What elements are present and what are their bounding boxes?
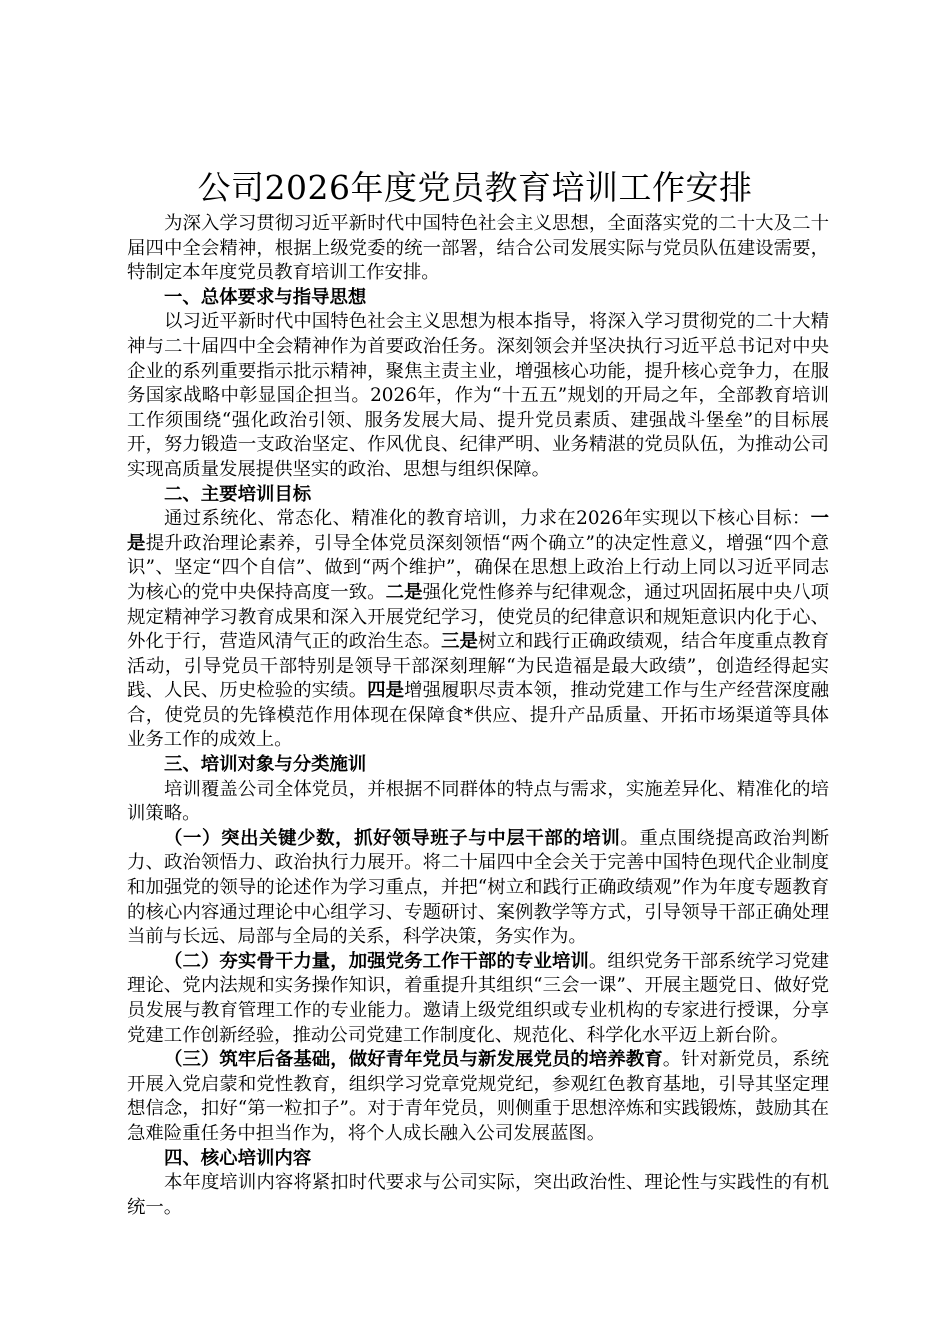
subsection-c-text: 。针对新党员，系统开展入党启蒙和党性教育，组织学习党章党规党纪，参观红色教育基地，引导其坚定理想信念，扣好“第一粒扣子”。对于青年党员，则侧重于思想淬炼和实践锻炼，鼓励其在急难险重任务中担当作为，将个人成长融入公司发展蓝图。 [127, 1049, 829, 1144]
section-heading-3: 三、培训对象与分类施训 [164, 754, 367, 776]
goal-1-text: 提升政治理论素养，引导全体党员深刻领悟“两个确立”的决定性意义，增强“四个意识”、坚定“四个自信”、做到“两个维护”，确保在思想上政治上行动上同以习近平同志为核心的党中央保持高度一致。 [127, 532, 829, 603]
section-heading-4: 四、核心培训内容 [164, 1147, 312, 1169]
section-heading-2: 二、主要培训目标 [164, 483, 312, 505]
document-body [127, 212, 829, 1220]
subsection-c-paragraph [127, 1048, 829, 1146]
subsection-c-heading: （三）筑牢后备基础，做好青年党员与新发展党员的培养教育 [164, 1049, 663, 1071]
section-2-paragraph [127, 507, 829, 753]
subsection-b-paragraph [127, 950, 829, 1048]
section-3-paragraph: 培训覆盖公司全体党员，并根据不同群体的特点与需求，实施差异化、精准化的培训策略。 [127, 778, 829, 825]
document-title: 公司2026年度党员教育培训工作安排 [197, 168, 753, 207]
intro-paragraph: 为深入学习贯彻习近平新时代中国特色社会主义思想，全面落实党的二十大及二十届四中全会精神，根据上级党委的统一部署，结合公司发展实际与党员队伍建设需要，特制定本年度党员教育培训工作安排。 [127, 213, 829, 284]
goal-2-keyword: 二是 [385, 581, 423, 603]
goal-1-keyword: 一是 [127, 508, 829, 554]
goal-4-text: 增强履职尽责本领，推动党建工作与生产经营深度融合，使党员的先锋模范作用体现在保障食*供应、提升产品质量、开拓市场渠道等具体业务工作的成效上。 [127, 680, 829, 751]
section-4-paragraph: 本年度培训内容将紧扣时代要求与公司实际，突出政治性、理论性与实践性的有机统一。 [127, 1172, 829, 1218]
subsection-b-heading: （二）夯实骨干力量，加强党务工作干部的专业培训 [164, 950, 589, 972]
subsection-a-text: 。重点围绕提高政治判断力、政治领悟力、政治执行力展开。将二十届四中全会关于完善中国特色现代企业制度和加强党的领导的论述作为学习重点，并把“树立和践行正确政绩观”作为年度专题教育的核心内容通过理论中心组学习、专题研讨、案例教学等方式，引导领导干部正确处理当前与长远、局部与全局的关系，科学决策，务实作为。 [127, 827, 829, 948]
subsection-b-text: 。组织党务干部系统学习党建理论、党内法规和实务操作知识，着重提升其组织“三会一课”、开展主题党日、做好党员发展与教育管理工作的专业能力。邀请上级党组织或专业机构的专家进行授课，分享党建工作创新经验，推动公司党建工作制度化、规范化、科学化水平迈上新台阶。 [127, 950, 829, 1046]
section-heading-1: 一、总体要求与指导思想 [164, 286, 367, 308]
section-1-paragraph: 以习近平新时代中国特色社会主义思想为根本指导，将深入学习贯彻党的二十大精神与二十届四中全会精神作为首要政治任务。深刻领会并坚决执行习近平总书记对中央企业的系列重要指示批示精神，聚焦主责主业，增强核心功能，提升核心竞争力，在服务国家战略中彰显国企担当。2026年，作为“十五五”规划的开局之年，全部教育培训工作须围绕“强化政治引领、服务发展大局、提升党员素质、建强战斗堡垒”的目标展开，努力锻造一支政治坚定、作风优良、纪律严明、业务精湛的党员队伍，为推动公司实现高质量发展提供坚实的政治、思想与组织保障。 [127, 311, 829, 480]
subsection-a-heading: （一）突出关键少数，抓好领导班子与中层干部的培训 [164, 827, 621, 849]
goal-4-keyword: 四是 [367, 680, 405, 702]
goal-2-text: 强化党性修养与纪律观念，通过巩固拓展中央八项规定精神学习教育成果和深入开展党纪学习，使党员的纪律意识和规矩意识内化于心、外化于行，营造风清气正的政治生态。 [127, 581, 829, 653]
goal-3-keyword: 三是 [441, 631, 479, 653]
subsection-a-paragraph [127, 827, 829, 950]
goal-3-text: 树立和践行正确政绩观，结合年度重点教育活动，引导党员干部特别是领导干部深刻理解“为民造福是最大政绩”，创造经得起实践、人民、历史检验的实绩。 [127, 631, 829, 702]
goals-lead: 通过系统化、常态化、精准化的教育培训，力求在2026年实现以下核心目标： [164, 508, 811, 530]
